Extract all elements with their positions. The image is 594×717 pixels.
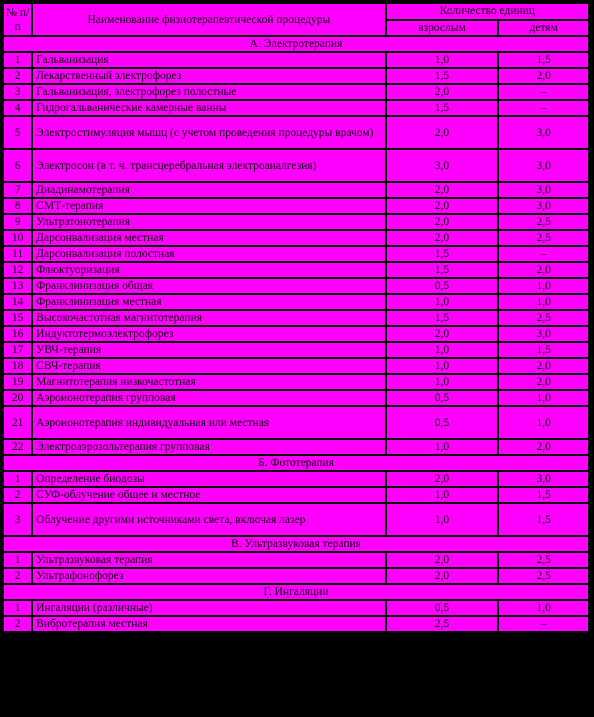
children-value: 2,0 [499,440,588,454]
procedure-name: Франклинизация общая [33,279,384,293]
procedure-name: Электросон (в т. ч. трансцеребральная электроаналгезия) [33,150,384,181]
procedure-name: Диадинамотерапия [33,183,384,197]
procedure-name: Гальванизация [33,53,384,67]
children-value: 2,5 [499,311,588,325]
row-number: 6 [4,150,31,181]
children-value: 2,0 [499,263,588,277]
children-value: 1,5 [499,53,588,67]
children-value: 3,0 [499,199,588,213]
table-row [4,199,588,213]
adults-value: 1,0 [387,440,498,454]
table-row [4,150,588,181]
children-value: – [499,85,588,99]
procedure-name: Гальванизация, электрофорез полостные [33,85,384,99]
row-number: 2 [4,569,31,583]
table-row [4,440,588,454]
procedure-name: Гидрогальванические камерные ванны [33,101,384,115]
table-row [4,117,588,148]
adults-value: 2,0 [387,85,498,99]
children-value: 2,5 [499,231,588,245]
children-value: 1,0 [499,601,588,615]
adults-value: 1,0 [387,375,498,389]
row-number: 2 [4,69,31,83]
row-number: 5 [4,117,31,148]
table-row [4,601,588,615]
row-number: 10 [4,231,31,245]
table-row [4,407,588,438]
procedure-name: Аэроионотерапия индивидуальная или местная [33,407,384,438]
children-value: 3,0 [499,472,588,486]
adults-value: 2,0 [387,472,498,486]
row-number: 17 [4,343,31,357]
children-value: 3,0 [499,327,588,341]
adults-value: 1,0 [387,295,498,309]
adults-value: 0,5 [387,601,498,615]
table-row [4,617,588,631]
procedure-name: Индуктотермоэлектрофорез [33,327,384,341]
table-row [4,85,588,99]
procedure-name: Высокочастотная магнитотерапия [33,311,384,325]
children-value: 3,0 [499,183,588,197]
row-number: 7 [4,183,31,197]
procedure-name: Дарсонвализация полостная [33,247,384,261]
table-row [4,343,588,357]
procedure-name: Ультразвуковая терапия [33,553,384,567]
procedure-name: Франклинизация местная [33,295,384,309]
children-value: 1,0 [499,295,588,309]
adults-value: 1,5 [387,247,498,261]
row-number: 18 [4,359,31,373]
section-title: Б. Фототерапия [4,456,588,470]
children-value: 1,0 [499,391,588,405]
section-title: В. Ультразвуковая терапия [4,537,588,551]
table-row [4,472,588,486]
adults-value: 2,0 [387,327,498,341]
row-number: 9 [4,215,31,229]
procedure-name: Ультратонотерапия [33,215,384,229]
section-row [4,537,588,551]
children-value: 2,5 [499,215,588,229]
adults-value: 0,5 [387,391,498,405]
procedures-table [2,2,590,633]
adults-value: 0,5 [387,279,498,293]
table-row [4,295,588,309]
row-number: 4 [4,101,31,115]
adults-value: 2,0 [387,199,498,213]
row-number: 1 [4,53,31,67]
adults-value: 2,0 [387,231,498,245]
procedure-name: СВЧ-терапия [33,359,384,373]
children-value: 2,0 [499,375,588,389]
children-value: 1,0 [499,279,588,293]
row-number: 13 [4,279,31,293]
header-qty: Количество единиц [387,4,588,19]
header-children: детям [499,21,588,36]
table-row [4,327,588,341]
table-row [4,504,588,535]
children-value: 2,5 [499,569,588,583]
adults-value: 1,0 [387,488,498,502]
section-title: Г. Ингаляции [4,585,588,599]
children-value: 1,0 [499,407,588,438]
row-number: 22 [4,440,31,454]
children-value: 1,5 [499,488,588,502]
row-number: 1 [4,553,31,567]
adults-value: 2,0 [387,183,498,197]
adults-value: 2,5 [387,617,498,631]
children-value: 3,0 [499,150,588,181]
children-value: – [499,617,588,631]
children-value: 2,0 [499,359,588,373]
procedure-name: Ультрафонофорез [33,569,384,583]
children-value: 1,5 [499,343,588,357]
row-number: 2 [4,488,31,502]
row-number: 3 [4,85,31,99]
header-name: Наименование физиотерапевтической процедуры [33,4,384,35]
adults-value: 1,5 [387,69,498,83]
table-row [4,279,588,293]
table-row [4,488,588,502]
row-number: 15 [4,311,31,325]
row-number: 1 [4,472,31,486]
adults-value: 1,0 [387,343,498,357]
table-row [4,215,588,229]
children-value: 1,5 [499,504,588,535]
row-number: 1 [4,601,31,615]
adults-value: 1,5 [387,311,498,325]
table-row [4,569,588,583]
table-body [4,4,588,631]
children-value: – [499,247,588,261]
row-number: 19 [4,375,31,389]
procedure-name: Ингаляции (различные) [33,601,384,615]
adults-value: 2,0 [387,553,498,567]
procedure-name: Электроаэрозольтерапия групповая [33,440,384,454]
adults-value: 0,5 [387,407,498,438]
procedure-name: Аэроионотерапия групповая [33,391,384,405]
procedure-name: Определение биодозы [33,472,384,486]
procedure-name: УВЧ-терапия [33,343,384,357]
table-row [4,53,588,67]
adults-value: 1,5 [387,101,498,115]
adults-value: 3,0 [387,150,498,181]
adults-value: 2,0 [387,215,498,229]
table-row [4,101,588,115]
table-row [4,391,588,405]
table-row [4,263,588,277]
children-value: 3,0 [499,117,588,148]
table-row [4,553,588,567]
table-row [4,375,588,389]
table-row [4,247,588,261]
table-row [4,69,588,83]
row-number: 8 [4,199,31,213]
table-row [4,359,588,373]
row-number: 20 [4,391,31,405]
adults-value: 2,0 [387,117,498,148]
row-number: 11 [4,247,31,261]
children-value: 2,5 [499,553,588,567]
section-title: А. Электротерапия [4,37,588,51]
row-number: 21 [4,407,31,438]
row-number: 16 [4,327,31,341]
table-row [4,311,588,325]
procedure-name: Дарсонвализация местная [33,231,384,245]
procedure-name: Магнитотерапия низкочастотная [33,375,384,389]
adults-value: 1,0 [387,53,498,67]
section-row [4,456,588,470]
adults-value: 1,0 [387,359,498,373]
header-adults: взрослым [387,21,498,36]
procedure-name: Лекарственный электрофорез [33,69,384,83]
procedure-name: Вибротерапия местная [33,617,384,631]
children-value: – [499,101,588,115]
children-value: 2,0 [499,69,588,83]
header-num: № п/п [4,4,31,35]
row-number: 2 [4,617,31,631]
procedure-name: СУФ-облучение общее и местное [33,488,384,502]
section-row [4,585,588,599]
procedure-name: СМТ-терапия [33,199,384,213]
adults-value: 1,0 [387,504,498,535]
table-row [4,231,588,245]
section-row [4,37,588,51]
procedure-name: Облучение другими источниками света, включая лазер [33,504,384,535]
row-number: 12 [4,263,31,277]
procedure-name: Электростимуляция мышц (с учетом проведения процедуры врачом) [33,117,384,148]
procedure-name: Флюктуоризация [33,263,384,277]
adults-value: 2,0 [387,569,498,583]
row-number: 14 [4,295,31,309]
row-number: 3 [4,504,31,535]
table-row [4,183,588,197]
adults-value: 1,5 [387,263,498,277]
